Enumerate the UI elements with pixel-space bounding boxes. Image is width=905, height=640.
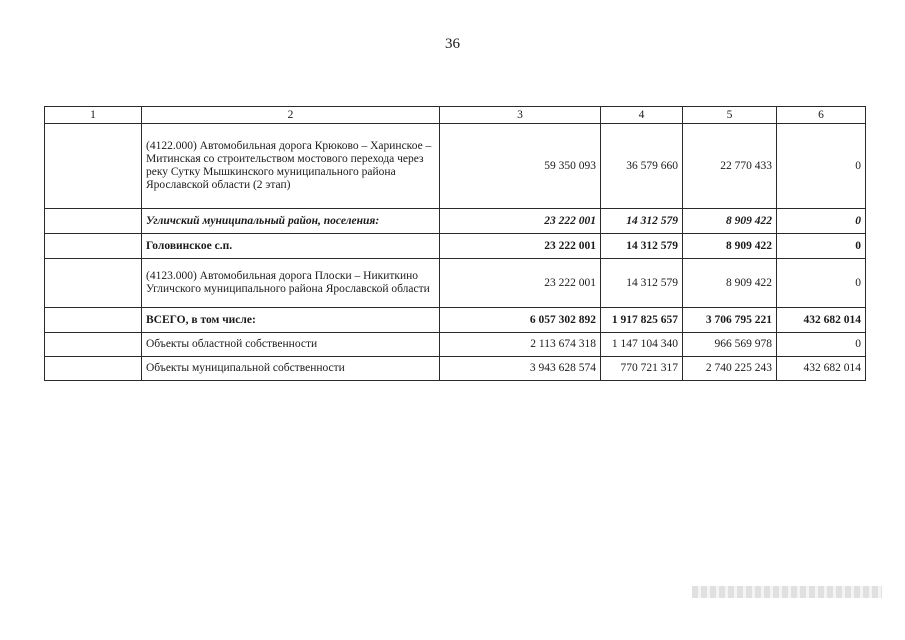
column-header: 1 (45, 107, 142, 124)
col4-cell: 14 312 579 (601, 259, 683, 308)
col4-cell: 1 147 104 340 (601, 333, 683, 357)
row-number-cell (45, 209, 142, 234)
column-header: 2 (142, 107, 440, 124)
row-number-cell (45, 357, 142, 381)
col6-cell: 0 (777, 259, 866, 308)
col6-cell: 0 (777, 333, 866, 357)
col6-cell: 0 (777, 234, 866, 259)
faded-stamp (692, 586, 882, 598)
object-name-cell: Объекты муниципальной собственности (142, 357, 440, 381)
total-cell: 23 222 001 (440, 259, 601, 308)
col4-cell: 36 579 660 (601, 124, 683, 209)
total-cell: 23 222 001 (440, 209, 601, 234)
table-row (45, 209, 866, 234)
object-name-cell: (4122.000) Автомобильная дорога Крюково – Харинское – Митинская со строительством мостового перехода через реку Сутку Мышкинского муниципального района Ярославской области (2 этап) (142, 124, 440, 209)
col4-cell: 1 917 825 657 (601, 308, 683, 333)
table-header-row (45, 107, 866, 124)
total-cell: 3 943 628 574 (440, 357, 601, 381)
budget-table (44, 106, 866, 381)
col5-cell: 2 740 225 243 (683, 357, 777, 381)
column-header: 5 (683, 107, 777, 124)
col5-cell: 22 770 433 (683, 124, 777, 209)
col5-cell: 966 569 978 (683, 333, 777, 357)
total-cell: 59 350 093 (440, 124, 601, 209)
total-cell: 6 057 302 892 (440, 308, 601, 333)
row-number-cell (45, 234, 142, 259)
col5-cell: 8 909 422 (683, 234, 777, 259)
col5-cell: 3 706 795 221 (683, 308, 777, 333)
column-header: 4 (601, 107, 683, 124)
col5-cell: 8 909 422 (683, 209, 777, 234)
col6-cell: 0 (777, 124, 866, 209)
page-number: 36 (445, 36, 460, 52)
col4-cell: 14 312 579 (601, 209, 683, 234)
row-number-cell (45, 308, 142, 333)
table-row (45, 234, 866, 259)
row-number-cell (45, 259, 142, 308)
col6-cell: 432 682 014 (777, 357, 866, 381)
object-name-cell: (4123.000) Автомобильная дорога Плоски – Никиткино Угличского муниципального района Ярославской области (142, 259, 440, 308)
col6-cell: 0 (777, 209, 866, 234)
column-header: 6 (777, 107, 866, 124)
column-header: 3 (440, 107, 601, 124)
table-row (45, 333, 866, 357)
table-row (45, 124, 866, 209)
total-cell: 23 222 001 (440, 234, 601, 259)
object-name-cell: ВСЕГО, в том числе: (142, 308, 440, 333)
col6-cell: 432 682 014 (777, 308, 866, 333)
table-row (45, 308, 866, 333)
table-row (45, 259, 866, 308)
object-name-cell: Головинское с.п. (142, 234, 440, 259)
row-number-cell (45, 124, 142, 209)
col4-cell: 14 312 579 (601, 234, 683, 259)
object-name-cell: Угличский муниципальный район, поселения: (142, 209, 440, 234)
object-name-cell: Объекты областной собственности (142, 333, 440, 357)
table-row (45, 357, 866, 381)
col5-cell: 8 909 422 (683, 259, 777, 308)
total-cell: 2 113 674 318 (440, 333, 601, 357)
col4-cell: 770 721 317 (601, 357, 683, 381)
row-number-cell (45, 333, 142, 357)
